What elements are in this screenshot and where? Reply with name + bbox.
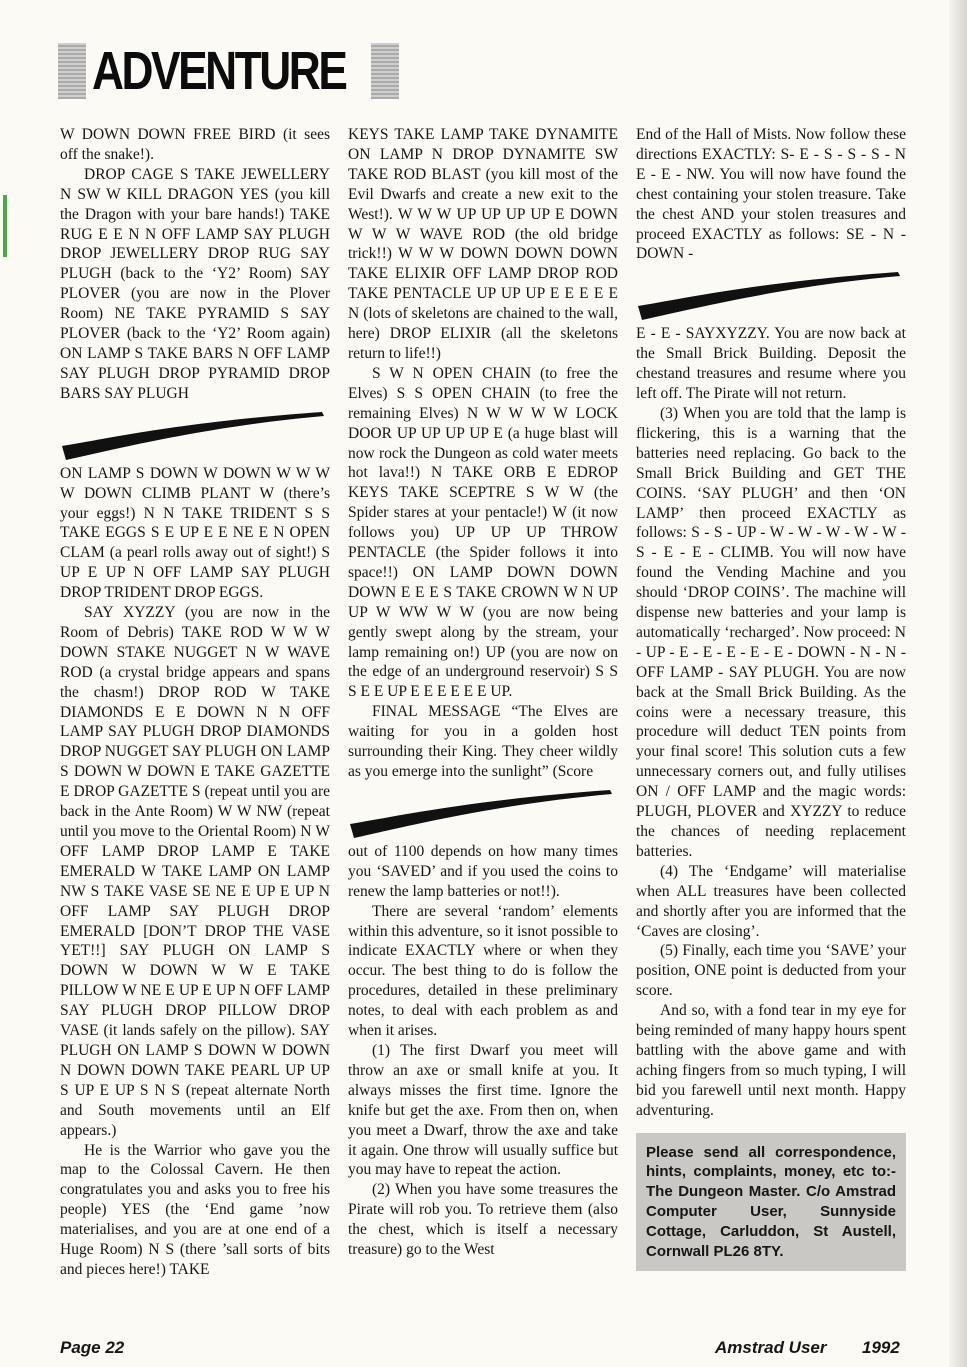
contact-box-text: Please send all correspondence, hints, complaints, money, etc to:- The Dungeon Master. C/o Amstrad Computer User, Sunnyside Cottage, Carluddon, St Austell, Cornwall PL26 8TY.	[646, 1143, 896, 1260]
column-2	[348, 125, 618, 1260]
col3-paragraph: End of the Hall of Mists. Now follow these directions EXACTLY: S- E - S - S - S - N E - E - NW. You will now have found the chest containing your stolen treasure. Take the chest AND your stolen treasures and proceed EXACTLY as follows: SE - N - DOWN -	[636, 126, 906, 263]
section-header	[58, 40, 399, 102]
col3-paragraph: (3) When you are told that the lamp is flickering, this is a warning that the batteries need replacing. Go back to the Small Brick Building and GET THE COINS. ‘SAY PLUGH’ and then ‘ON LAMP’ then proceed EXACTLY as follows: S - S - UP - W - W - W - W - W - S - E - E - CLIMB. You will now have found the Vending Machine and you should ‘DROP COINS’. The machine will dispense new batteries and your lamp is automatically ‘recharged’. Now proceed: N - UP - E - E - E - E - E - DOWN - N - N -OFF LAMP - SAY PLUGH. You are now back at the Small Brick Building. As the coins were a necessary treasure, this procedure will deduct TEN points from your final score! This solution cuts a few unnecessary corners out, and fully utilises ON / OFF LAMP and the magic words: PLUGH, PLOVER and XYZZY to reduce the chances of needing replacement batteries.	[636, 404, 906, 860]
brush-stroke-divider	[636, 264, 906, 324]
header-left-bar	[58, 43, 86, 99]
col3-paragraph: (5) Finally, each time you ‘SAVE’ your position, ONE point is deducted from your score.	[636, 942, 906, 1000]
col2-paragraph: S W N OPEN CHAIN (to free the Elves) S S OPEN CHAIN (to free the remaining Elves) N W W W W LOCK DOOR UP UP UP UP E (a huge blast will now rock the Dungeon as cold water meets hot lava!!) N TAKE ORB E EDROP KEYS TAKE SCEPTRE S W W (the Spider stares at your pentacle!) W (it now follows you) UP UP UP THROW PENTACLE (the Spider follows it into space!!) ON LAMP DOWN DOWN DOWN E E E S TAKE CROWN W N UP UP W WW W W (you are now being gently swept along by the stream, your lamp remaining on!) UP (you are now on the edge of an underground reservoir) S S S E E UP E E E E E E UP.	[348, 364, 618, 701]
col2-paragraph: out of 1100 depends on how many times you ‘SAVED’ and if you used the coins to renew the lamp batteries or not!!).	[348, 842, 618, 900]
col3-paragraph: (4) The ‘Endgame’ will materialise when ALL treasures have been collected and shortly after you are informed that the ‘Caves are closing’.	[636, 862, 906, 940]
column-3	[636, 125, 906, 1271]
col1-paragraph: ON LAMP S DOWN W DOWN W W W W DOWN CLIMB PLANT W (there’s your eggs!) N N TAKE TRIDENT S S TAKE EGGS S E UP E E NE E N OPEN CLAM (a pearl rolls away out of sight!) S UP E UP N OFF LAMP SAY PLUGH DROP TRIDENT DROP EGGS.	[60, 464, 330, 602]
col2-paragraph: KEYS TAKE LAMP TAKE DYNAMITE ON LAMP N DROP DYNAMITE SW TAKE ROD BLAST (you kill most of the Evil Dwarfs and create a new exit to the West!). W W W UP UP UP UP E DOWN W W W WAVE ROD (the old bridge trick!!) W W W DOWN DOWN DOWN TAKE ELIXIR OFF LAMP DROP ROD TAKE PENTACLE UP UP UP E E E E E N (lots of skeletons are chained to the wall, here) DROP ELIXIR (all the skeletons return to life!!)	[348, 126, 618, 362]
section-title: ADVENTURE	[92, 41, 346, 101]
col2-paragraph: FINAL MESSAGE “The Elves are waiting for you in a golden host surrounding their King. They cheer wildly as you emerge into the sunlight” (Score	[348, 703, 618, 780]
col3-paragraph: E - E - SAYXYZZY. You are now back at the Small Brick Building. Deposit the chestand treasures and resume where you left off. The Pirate will not return.	[636, 325, 906, 403]
brush-stroke-divider	[60, 404, 330, 464]
col1-paragraph: He is the Warrior who gave you the map to the Colossal Cavern. He then congratulates you and asks you to free his people) YES (the ‘End game ’now materialises, and you are at one end of a Huge Room) N S (there ’sall sorts of bits and pieces here!) TAKE	[60, 1141, 330, 1278]
header-right-bar	[371, 43, 399, 99]
green-margin-mark	[3, 195, 7, 257]
col1-paragraph: DROP CAGE S TAKE JEWELLERY N SW W KILL DRAGON YES (you kill the Dragon with your bare hands!) TAKE RUG E E N N OFF LAMP SAY PLUGH DROP JEWELLERY DROP RUG SAY PLUGH (back to the ‘Y2’ Room) SAY PLOVER (you are now in the Plover Room) NE TAKE PYRAMID S SAY PLOVER (back to the ‘Y2’ Room again) ON LAMP S TAKE BARS N OFF LAMP SAY PLUGH DROP PYRAMID DROP BARS SAY PLUGH	[60, 165, 330, 402]
column-1	[60, 125, 330, 1280]
col2-paragraph: (2) When you have some treasures the Pirate will rob you. To retrieve them (also the chest, which is itself a necessary treasure) go to the West	[348, 1181, 618, 1259]
issue-year: 1992	[862, 1338, 900, 1357]
col1-paragraph: W DOWN DOWN FREE BIRD (it sees off the snake!).	[60, 126, 330, 163]
brush-stroke-divider	[348, 782, 618, 842]
contact-box	[636, 1133, 906, 1272]
page-number: Page 22	[60, 1338, 125, 1357]
magazine-name: Amstrad User	[715, 1338, 827, 1357]
col3-paragraph: And so, with a fond tear in my eye for being reminded of many happy hours spent battling with the above game and with aching fingers from so much typing, I will bid you farewell until next month. Happy adventuring.	[636, 1002, 906, 1119]
col2-paragraph: There are several ‘random’ elements within this adventure, so it isnot possible to indicate EXACTLY where or when they occur. The best thing to do is follow the procedures, detailed in these preliminary notes, to deal with each problem as and when it arises.	[348, 902, 618, 1040]
col2-paragraph: (1) The first Dwarf you meet will throw an axe or small knife at you. It always misses the first time. Ignore the knife but get the axe. From then on, when you meet a Dwarf, throw the axe and take it again. One throw will usually suffice but you may have to repeat the action.	[348, 1041, 618, 1179]
page-edge-shadow	[949, 0, 967, 1367]
col1-paragraph: SAY XYZZY (you are now in the Room of Debris) TAKE ROD W W W DOWN STAKE NUGGET N W WAVE ROD (a crystal bridge appears and spans the chasm!) DROP ROD W TAKE DIAMONDS E E DOWN N N OFF LAMP SAY PLUGH DROP DIAMONDS DROP NUGGET SAY PLUGH ON LAMP S DOWN W DOWN E TAKE GAZETTE E DROP GAZETTE S (repeat until you are back in the Ante Room) W W NW (repeat until you move to the Oriental Room) N W OFF LAMP DROP LAMP E TAKE EMERALD W TAKE LAMP ON LAMP NW S TAKE VASE SE NE E UP E UP N OFF LAMP SAY PLUGH DROP EMERALD [DON’T DROP THE VASE YET!!] SAY PLUGH ON LAMP S DOWN W DOWN W W E TAKE PILLOW W NE E UP E UP N OFF LAMP SAY PLUGH DROP PILLOW DROP VASE (it lands safely on the pillow). SAY PLUGH ON LAMP S DOWN W DOWN N DOWN DOWN TAKE PEARL UP UP S UP E UP S N S (repeat alternate North and South movements until an Elf appears.)	[60, 604, 330, 1139]
